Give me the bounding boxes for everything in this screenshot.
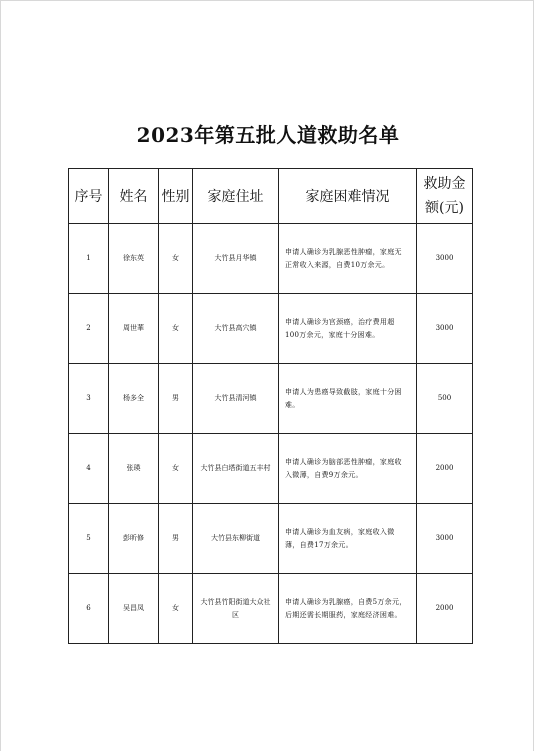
cell-address: 大竹县白塔街道五丰村 — [193, 434, 279, 504]
cell-seq: 4 — [69, 434, 109, 504]
header-name: 姓名 — [109, 169, 159, 224]
table-row — [69, 364, 473, 434]
header-amount — [417, 169, 473, 224]
cell-gender: 男 — [159, 504, 193, 574]
cell-name: 彭昕修 — [109, 504, 159, 574]
cell-seq: 1 — [69, 224, 109, 294]
page-title: 2023年第五批人道救助名单 — [136, 123, 400, 147]
cell-amount: 2000 — [417, 434, 473, 504]
cell-gender: 女 — [159, 294, 193, 364]
cell-hardship: 申请人确诊为宫颈癌，治疗费用超100万余元，家庭十分困难。 — [279, 294, 417, 364]
cell-gender: 女 — [159, 574, 193, 644]
cell-seq: 2 — [69, 294, 109, 364]
cell-hardship: 申请人确诊为血友病，家庭收入微薄，自费17万余元。 — [279, 504, 417, 574]
cell-name: 周世華 — [109, 294, 159, 364]
table-row — [69, 574, 473, 644]
cell-hardship: 申请人为患癌导致截肢，家庭十分困难。 — [279, 364, 417, 434]
cell-address: 大竹县竹阳街道大众社区 — [193, 574, 279, 644]
cell-hardship: 申请人确诊为脑部恶性肿瘤，家庭收入微薄，自费9万余元。 — [279, 434, 417, 504]
cell-gender: 女 — [159, 224, 193, 294]
cell-hardship: 申请人确诊为乳腺恶性肿瘤，家庭无正常收入来源，自费10万余元。 — [279, 224, 417, 294]
header-address: 家庭住址 — [193, 169, 279, 224]
cell-amount: 3000 — [417, 224, 473, 294]
cell-seq: 6 — [69, 574, 109, 644]
cell-name: 杨多全 — [109, 364, 159, 434]
cell-hardship: 申请人确诊为乳腺癌，自费5万余元，后期还需长期服药，家庭经济困难。 — [279, 574, 417, 644]
header-seq: 序号 — [69, 169, 109, 224]
cell-amount: 500 — [417, 364, 473, 434]
cell-name: 吴昌凤 — [109, 574, 159, 644]
header-amount-line1: 救助金 — [423, 176, 466, 192]
table-header-row — [69, 169, 473, 224]
table-row — [69, 504, 473, 574]
cell-gender: 女 — [159, 434, 193, 504]
cell-address: 大竹县东柳街道 — [193, 504, 279, 574]
table-row — [69, 434, 473, 504]
aid-recipients-table — [68, 168, 473, 644]
cell-address: 大竹县清河镇 — [193, 364, 279, 434]
cell-address: 大竹县高穴镇 — [193, 294, 279, 364]
cell-amount: 3000 — [417, 504, 473, 574]
cell-gender: 男 — [159, 364, 193, 434]
cell-seq: 5 — [69, 504, 109, 574]
header-hardship: 家庭困难情况 — [279, 169, 417, 224]
table-row — [69, 294, 473, 364]
cell-amount: 2000 — [417, 574, 473, 644]
cell-name: 徐东英 — [109, 224, 159, 294]
table-row — [69, 224, 473, 294]
cell-amount: 3000 — [417, 294, 473, 364]
cell-seq: 3 — [69, 364, 109, 434]
header-gender: 性别 — [159, 169, 193, 224]
cell-address: 大竹县月华镇 — [193, 224, 279, 294]
header-amount-line2: 额(元) — [425, 200, 464, 216]
cell-name: 张瑛 — [109, 434, 159, 504]
